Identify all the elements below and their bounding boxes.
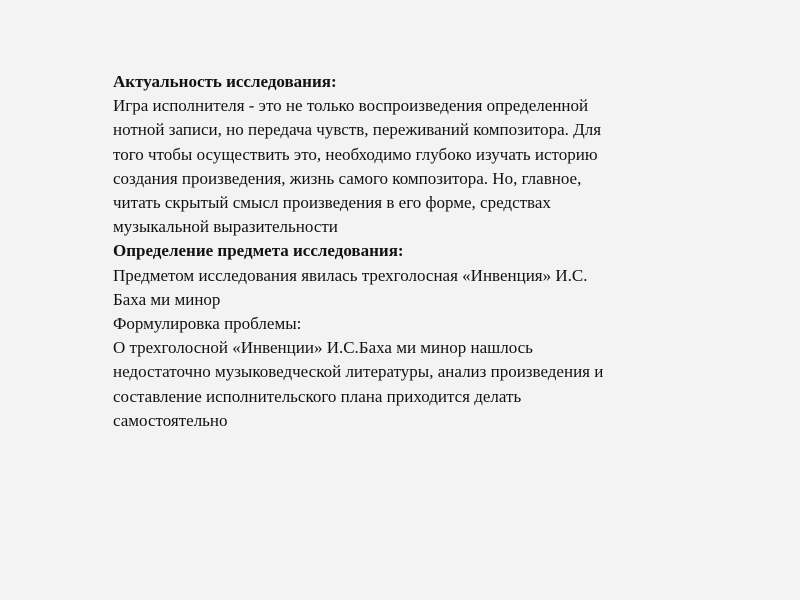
relevance-line: того чтобы осуществить это, необходимо глубоко изучать историю: [113, 144, 598, 164]
subject-line: Баха ми минор: [113, 289, 221, 309]
problem-line: О трехголосной «Инвенции» И.С.Баха ми минор нашлось: [113, 338, 533, 358]
problem-line: самостоятельно: [113, 410, 228, 430]
relevance-heading: Актуальность исследования:: [113, 72, 337, 91]
relevance-line: нотной записи, но передача чувств, переживаний композитора. Для: [113, 120, 602, 140]
subject-heading: Определение предмета исследования:: [113, 241, 404, 261]
text-block: [113, 70, 713, 433]
relevance-line: читать скрытый смысл произведения в его форме, средствах: [113, 193, 551, 213]
relevance-line: создания произведения, жизнь самого композитора. Но, главное,: [113, 168, 582, 188]
subject-line: Предметом исследования явилась трехголосная «Инвенция» И.С.: [113, 265, 588, 285]
problem-line: недостаточно музыковедческой литературы, анализ произведения и: [113, 362, 604, 382]
problem-heading: Формулировка проблемы:: [113, 314, 302, 334]
relevance-line: музыкальной выразительности: [113, 217, 338, 237]
problem-line: составление исполнительского плана приходится делать: [113, 386, 522, 406]
relevance-line: Игра исполнителя - это не только воспроизведения определенной: [113, 96, 589, 116]
